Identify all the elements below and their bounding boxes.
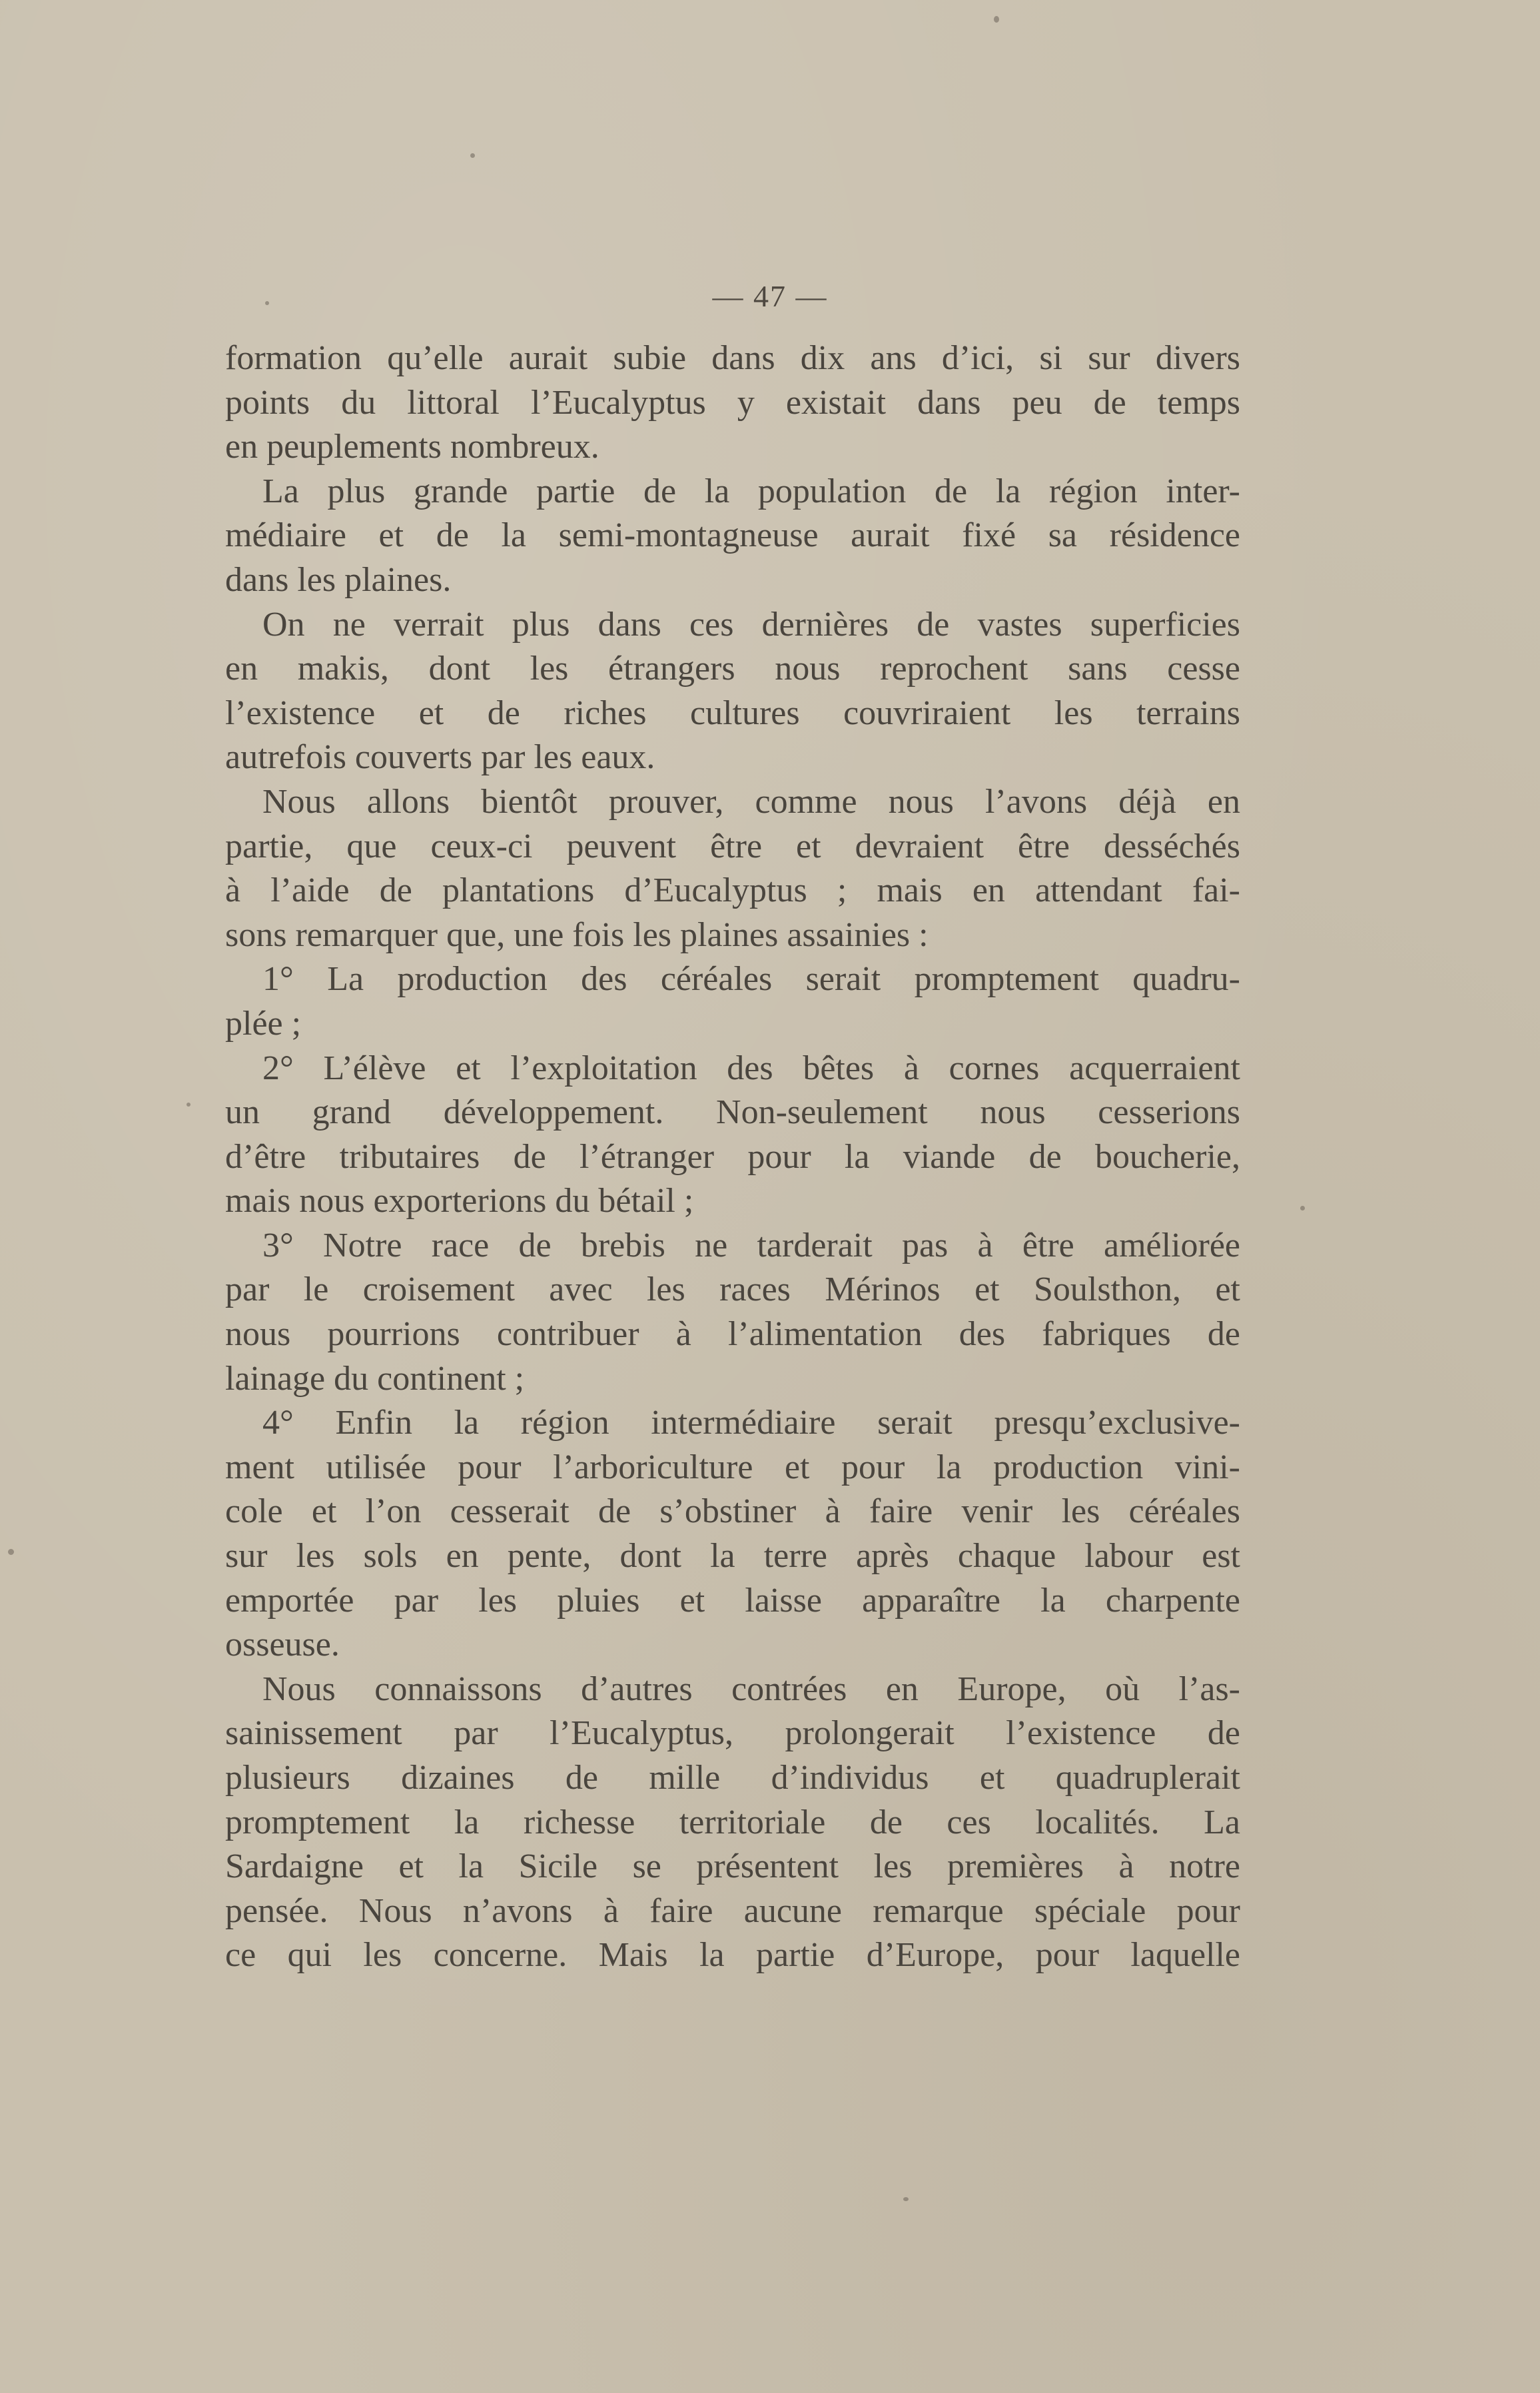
text-line: par le croisement avec les races Mérinos et Soulsthon, et [225,1270,1240,1309]
text-line: partie, que ceux-ci peuvent être et devraient être desséchés [225,827,1240,865]
text-line: un grand développement. Non-seulement nous cesserions [225,1093,1240,1132]
text-line: sainissement par l’Eucalyptus, prolongerait l’existence de [225,1714,1240,1753]
text-line: autrefois couverts par les eaux. [225,738,655,777]
text-line: sons remarquer que, une fois les plaines assainies : [225,915,929,954]
text-line: médiaire et de la semi-montagneuse aurait fixé sa résidence [225,516,1240,555]
paper-speck [994,16,999,23]
text-line: pensée. Nous n’avons à faire aucune remarque spéciale pour [225,1891,1240,1930]
text-line: nous pourrions contribuer à l’alimentation des fabriques de [225,1315,1240,1354]
text-line: l’existence et de riches cultures couvriraient les terrains [225,694,1240,732]
text-line: en peuplements nombreux. [225,428,599,466]
text-line: cole et l’on cesserait de s’obstiner à faire venir les céréales [225,1492,1240,1531]
text-line: lainage du continent ; [225,1359,525,1398]
text-line: dans les plaines. [225,560,452,599]
paper-speck [187,1103,191,1107]
text-line: Nous connaissons d’autres contrées en Europe, où l’as- [262,1670,1240,1708]
text-line: Nous allons bientôt prouver, comme nous l’avons déjà en [262,782,1240,821]
text-line: 3° Notre race de brebis ne tarderait pas à être améliorée [262,1226,1240,1264]
text-line: mais nous exporterions du bétail ; [225,1182,694,1220]
text-line: La plus grande partie de la population de la région inter- [262,472,1240,510]
text-line: plée ; [225,1004,302,1043]
text-line: Sardaigne et la Sicile se présentent les premières à notre [225,1847,1240,1886]
text-line: ment utilisée pour l’arboriculture et pour la production vini- [225,1448,1240,1486]
body-text [225,336,1240,1978]
text-line: ce qui les concerne. Mais la partie d’Europe, pour laquelle [225,1936,1240,1975]
text-line: emportée par les pluies et laisse apparaître la charpente [225,1581,1240,1620]
text-line: sur les sols en pente, dont la terre après chaque labour est [225,1537,1240,1576]
paper-speck [8,1549,14,1555]
text-line: plusieurs dizaines de mille d’individus et quadruplerait [225,1759,1240,1797]
text-line: à l’aide de plantations d’Eucalyptus ; mais en attendant fai- [225,871,1240,910]
text-line: formation qu’elle aurait subie dans dix ans d’ici, si sur divers [225,339,1240,377]
text-line: promptement la richesse territoriale de ces localités. La [225,1803,1240,1841]
text-line: 4° Enfin la région intermédiaire serait presqu’exclusive- [262,1404,1240,1442]
paper-speck [1300,1206,1305,1210]
text-line: 2° L’élève et l’exploitation des bêtes à cornes acquerraient [262,1049,1240,1087]
text-line: en makis, dont les étrangers nous reprochent sans cesse [225,650,1240,688]
paper-speck [265,301,269,305]
page-number: — 47 — [712,279,828,313]
text-line: osseuse. [225,1626,340,1664]
text-line: d’être tributaires de l’étranger pour la viande de boucherie, [225,1137,1240,1176]
text-line: On ne verrait plus dans ces dernières de vastes superficies [262,605,1240,644]
text-line: 1° La production des céréales serait promptement quadru- [262,960,1240,999]
paper-speck [903,2197,909,2201]
paper-speck [470,153,475,158]
text-line: points du littoral l’Eucalyptus y existait dans peu de temps [225,383,1240,422]
